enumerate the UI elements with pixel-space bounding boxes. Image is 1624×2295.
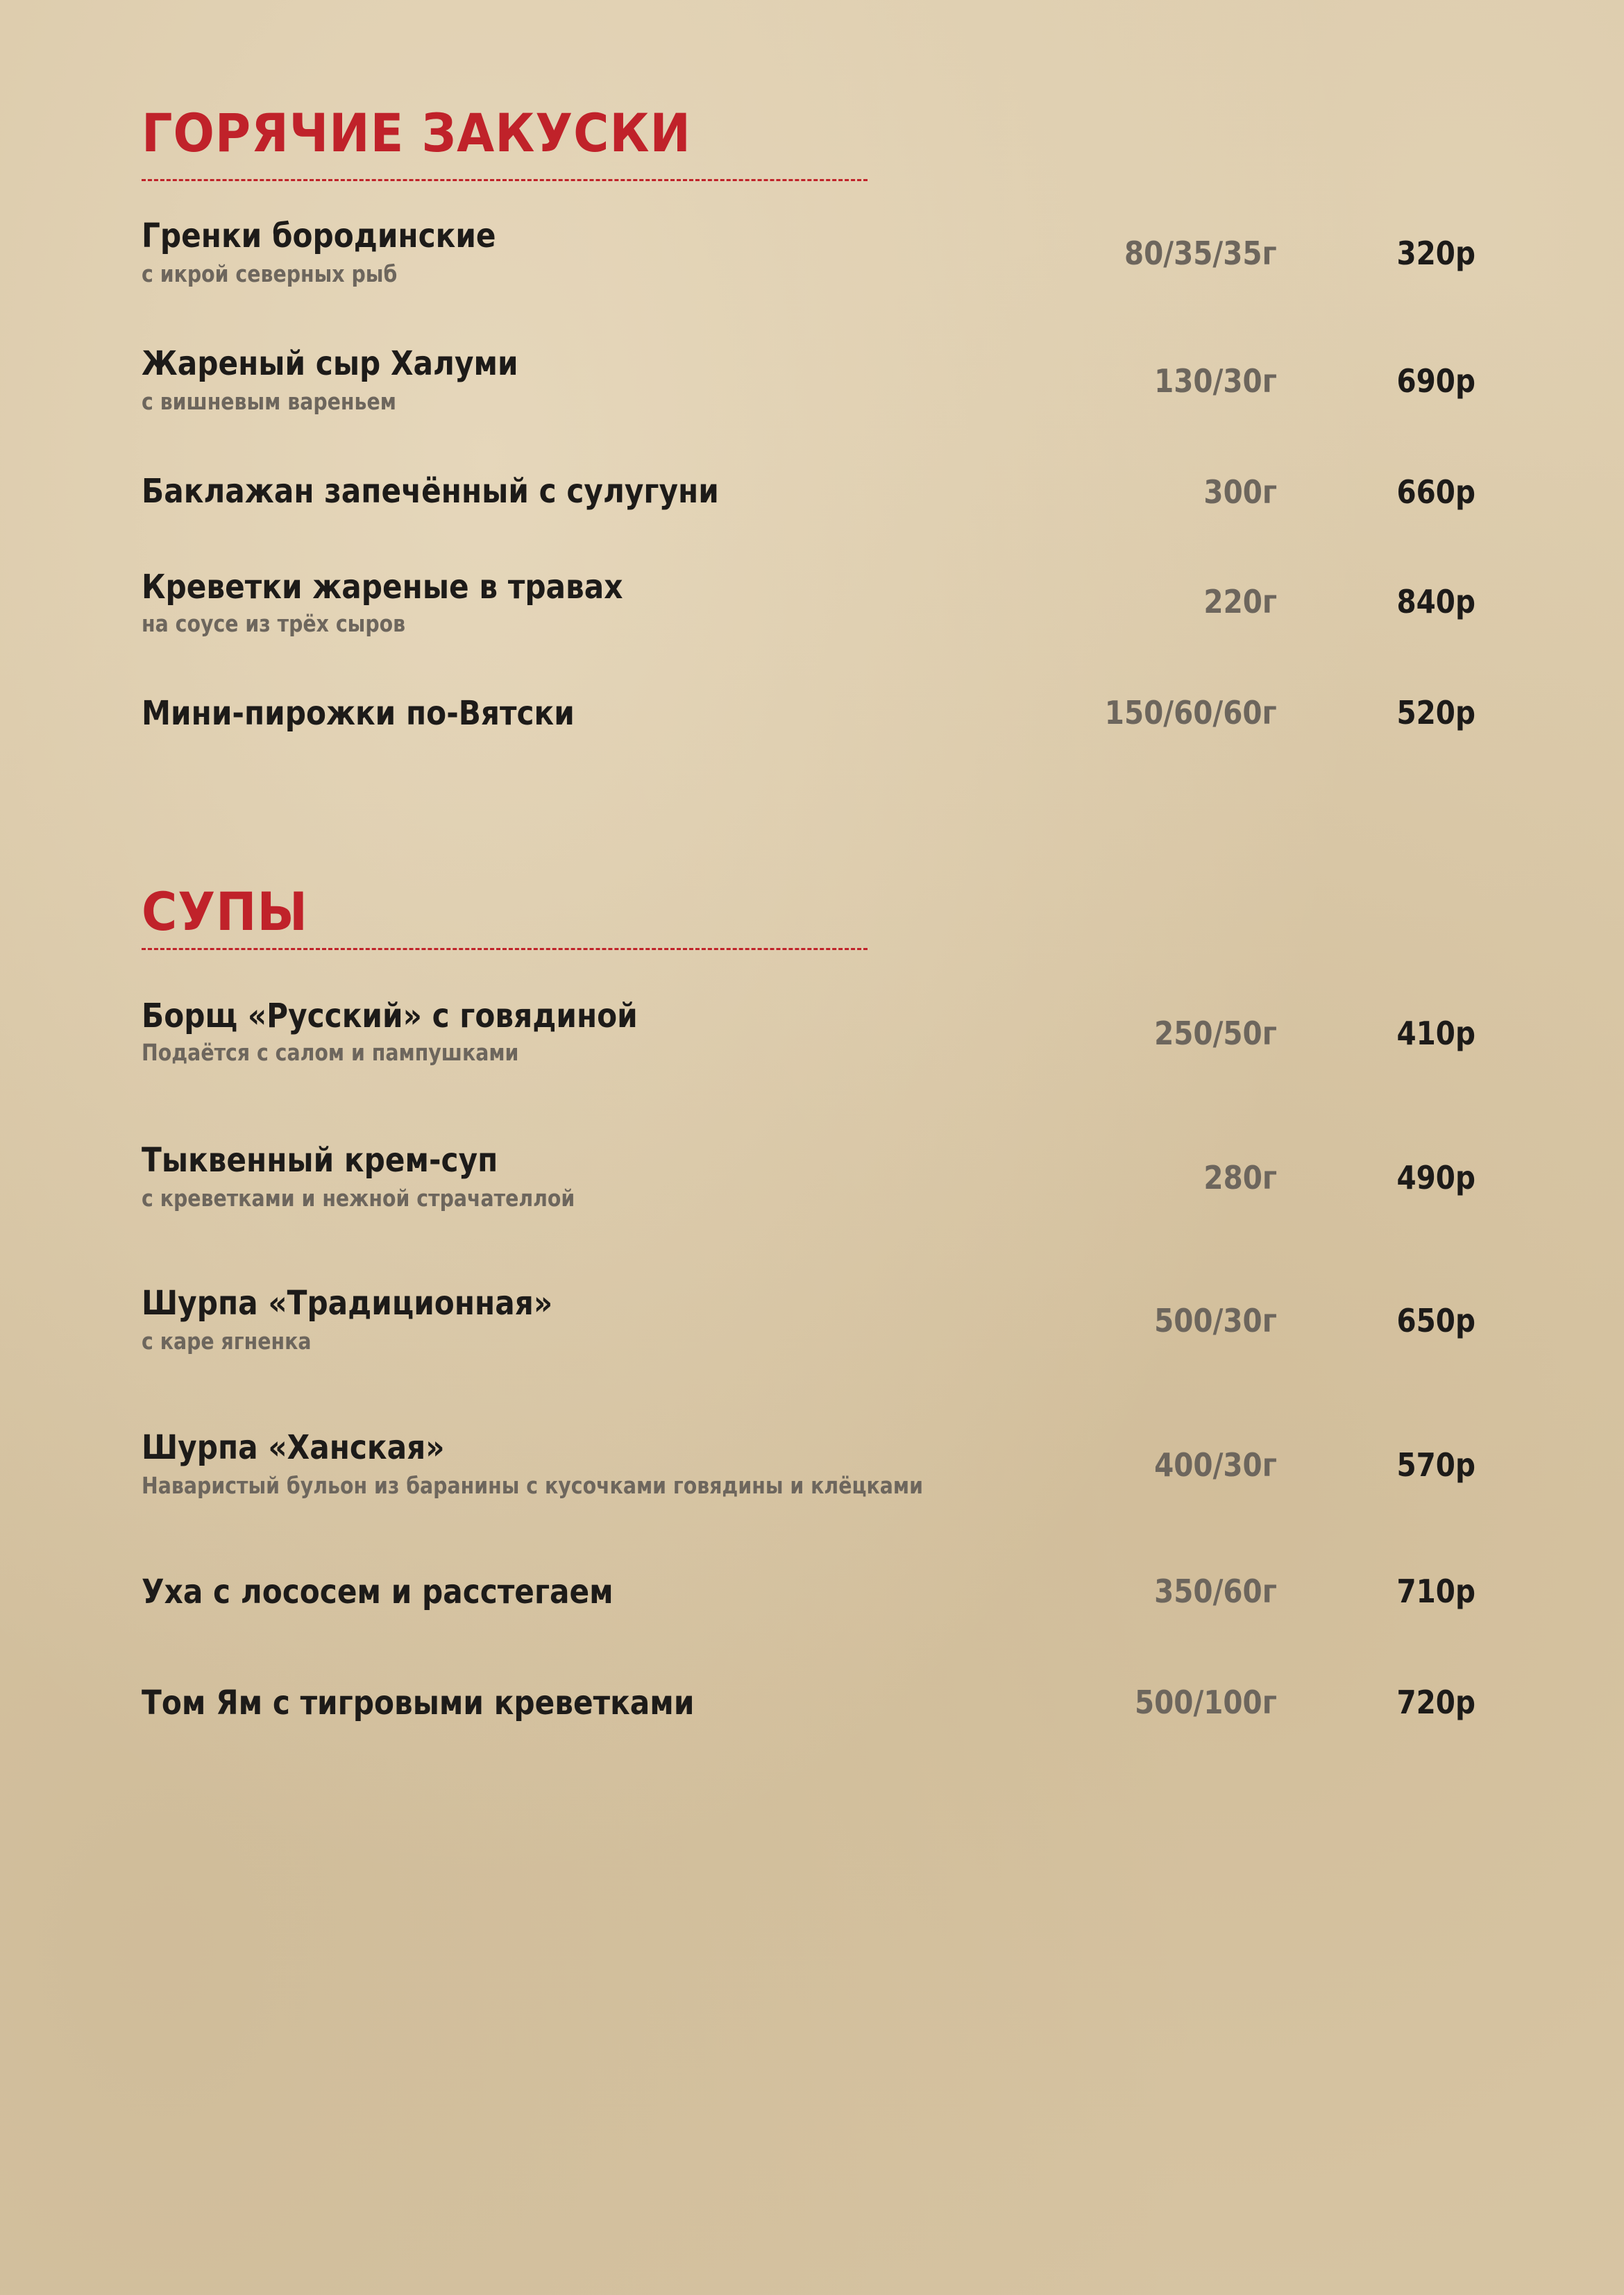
item-price: 570р xyxy=(1396,1446,1475,1484)
item-name: Борщ «Русский» с говядиной xyxy=(142,997,638,1035)
item-description: с каре ягненка xyxy=(142,1328,312,1355)
item-price: 490р xyxy=(1396,1159,1475,1196)
item-price: 320р xyxy=(1396,235,1475,272)
item-weight: 350/60г xyxy=(1154,1573,1277,1610)
item-weight: 500/100г xyxy=(1135,1684,1277,1721)
item-name: Шурпа «Ханская» xyxy=(142,1428,445,1467)
item-name: Мини-пирожки по-Вятски xyxy=(142,694,575,733)
item-weight: 80/35/35г xyxy=(1124,235,1277,272)
item-weight: 250/50г xyxy=(1154,1015,1277,1052)
item-name: Гренки бородинские xyxy=(142,217,496,255)
section-divider xyxy=(142,948,868,950)
item-price: 840р xyxy=(1396,583,1475,620)
item-description: на соусе из трёх сыров xyxy=(142,610,406,637)
item-weight: 500/30г xyxy=(1154,1302,1277,1339)
item-weight: 280г xyxy=(1203,1159,1277,1196)
item-price: 410р xyxy=(1396,1015,1475,1052)
item-weight: 400/30г xyxy=(1154,1446,1277,1484)
item-weight: 220г xyxy=(1203,583,1277,620)
section-title: ГОРЯЧИЕ ЗАКУСКИ xyxy=(142,102,691,164)
item-name: Креветки жареные в травах xyxy=(142,568,623,607)
item-name: Тыквенный крем-суп xyxy=(142,1141,498,1180)
item-name: Том Ям с тигровыми креветками xyxy=(142,1684,695,1722)
item-price: 660р xyxy=(1396,473,1475,511)
item-description: с креветками и нежной страчателлой xyxy=(142,1185,575,1212)
item-price: 690р xyxy=(1396,362,1475,400)
item-weight: 150/60/60г xyxy=(1105,694,1277,731)
item-price: 710р xyxy=(1396,1573,1475,1610)
section-title: СУПЫ xyxy=(142,881,308,942)
item-weight: 300г xyxy=(1203,473,1277,511)
item-name: Уха с лососем и расстегаем xyxy=(142,1573,614,1611)
item-description: с икрой северных рыб xyxy=(142,260,398,287)
section-divider xyxy=(142,179,868,181)
item-weight: 130/30г xyxy=(1154,362,1277,400)
item-name: Шурпа «Традиционная» xyxy=(142,1284,553,1323)
item-name: Жареный сыр Халуми xyxy=(142,344,518,383)
item-name: Баклажан запечённый с сулугуни xyxy=(142,472,719,511)
item-description: Наваристый бульон из баранины с кусочками говядины и клёцками xyxy=(142,1472,923,1499)
item-price: 650р xyxy=(1396,1302,1475,1339)
item-price: 520р xyxy=(1396,694,1475,731)
item-price: 720р xyxy=(1396,1684,1475,1721)
item-description: с вишневым вареньем xyxy=(142,388,396,415)
item-description: Подаётся с салом и пампушками xyxy=(142,1039,519,1066)
